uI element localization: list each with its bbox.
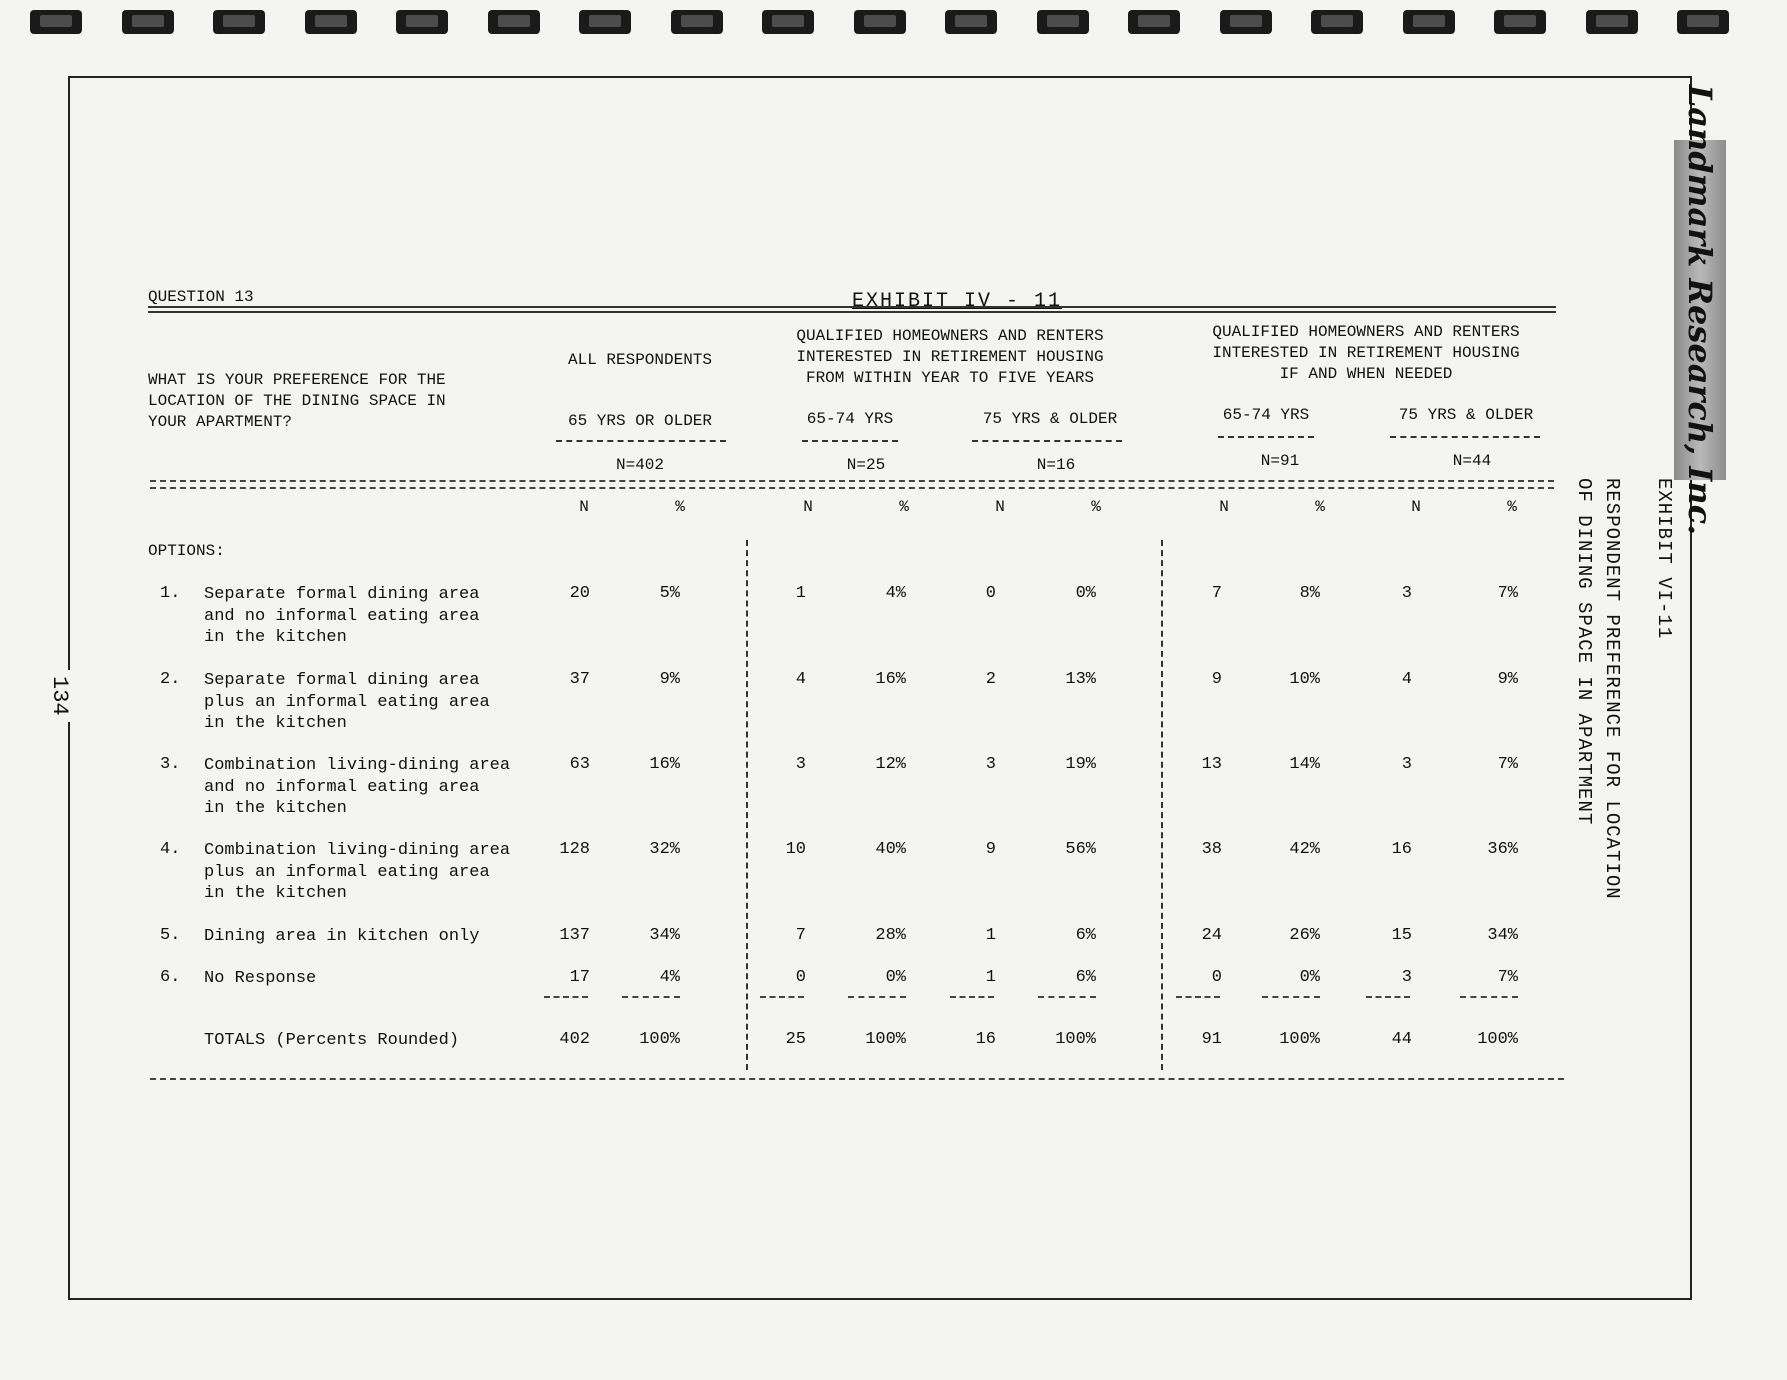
underline	[802, 440, 898, 442]
double-rule-bottom	[148, 311, 1556, 313]
count-cell: 15	[1391, 926, 1412, 945]
percent-cell: 7%	[1497, 755, 1518, 774]
punch-hole	[30, 10, 82, 34]
percent-cell: 6%	[1075, 968, 1096, 987]
punch-hole	[671, 10, 723, 34]
percent-cell: 10%	[1289, 670, 1320, 689]
punch-hole	[1220, 10, 1272, 34]
group-five-years-age-2: 75 YRS & OLDER	[982, 410, 1118, 428]
col-n: N	[579, 498, 589, 516]
percent-cell: 42%	[1289, 840, 1320, 859]
count-cell: 16	[1391, 840, 1412, 859]
totals-underline	[1460, 996, 1518, 998]
totals-underline	[1038, 996, 1096, 998]
percent-cell: 0%	[885, 968, 906, 987]
total-percent-cell: 100%	[1055, 1030, 1096, 1049]
group-all-heading: ALL RESPONDENTS	[567, 351, 713, 369]
percent-cell: 6%	[1075, 926, 1096, 945]
percent-cell: 0%	[1299, 968, 1320, 987]
totals-underline	[760, 996, 804, 998]
group-when-needed-age-1: 65-74 YRS	[1222, 406, 1310, 424]
total-percent-cell: 100%	[639, 1030, 680, 1049]
totals-underline	[1176, 996, 1220, 998]
percent-cell: 56%	[1065, 840, 1096, 859]
column-divider	[1161, 540, 1163, 1070]
count-cell: 9	[985, 840, 996, 859]
option-number: 2.	[160, 670, 181, 689]
punch-hole	[854, 10, 906, 34]
totals-underline	[544, 996, 588, 998]
col-n: N	[1219, 498, 1229, 516]
percent-cell: 12%	[875, 755, 906, 774]
n-five-years-1: N=25	[846, 456, 886, 474]
punch-hole	[1494, 10, 1546, 34]
underline	[556, 440, 726, 442]
option-label: Separate formal dining area plus an informal eating area in the kitchen	[204, 671, 490, 733]
punch-hole	[122, 10, 174, 34]
punch-hole	[1586, 10, 1638, 34]
header-rule-2	[150, 487, 1554, 489]
stamp-text: Landmark Research, Inc.	[1681, 84, 1719, 536]
count-cell: 20	[569, 584, 590, 603]
count-cell: 13	[1201, 755, 1222, 774]
count-cell: 4	[795, 670, 806, 689]
totals-underline	[950, 996, 994, 998]
option-number: 4.	[160, 840, 181, 859]
percent-cell: 7%	[1497, 584, 1518, 603]
totals-underline	[1366, 996, 1410, 998]
group-when-needed-heading: QUALIFIED HOMEOWNERS AND RENTERS INTERESTED IN RETIREMENT HOUSING IF AND WHEN NEEDED	[1212, 323, 1520, 383]
count-cell: 3	[1401, 755, 1412, 774]
count-cell: 0	[985, 584, 996, 603]
option-number: 1.	[160, 584, 181, 603]
punch-hole	[945, 10, 997, 34]
n-all: N=402	[615, 456, 664, 474]
binding-holes	[0, 0, 1787, 60]
company-stamp	[1674, 84, 1726, 536]
option-number: 3.	[160, 755, 181, 774]
option-number: 5.	[160, 926, 181, 945]
punch-hole	[1677, 10, 1729, 34]
punch-hole	[1037, 10, 1089, 34]
percent-cell: 0%	[1075, 584, 1096, 603]
percent-cell: 16%	[875, 670, 906, 689]
option-label: Separate formal dining area and no informal eating area in the kitchen	[204, 585, 480, 647]
percent-cell: 40%	[875, 840, 906, 859]
count-cell: 9	[1211, 670, 1222, 689]
underline	[1390, 436, 1540, 438]
group-five-years-age-1: 65-74 YRS	[806, 410, 894, 428]
percent-cell: 34%	[1487, 926, 1518, 945]
page-number: 134	[47, 670, 72, 722]
punch-hole	[579, 10, 631, 34]
col-n: N	[1411, 498, 1421, 516]
percent-cell: 19%	[1065, 755, 1096, 774]
punch-hole	[762, 10, 814, 34]
col-pct: %	[1091, 498, 1101, 516]
count-cell: 3	[985, 755, 996, 774]
n-when-needed-2: N=44	[1452, 452, 1492, 470]
punch-hole	[488, 10, 540, 34]
question-text: WHAT IS YOUR PREFERENCE FOR THE LOCATION OF THE DINING SPACE IN YOUR APARTMENT?	[148, 371, 446, 431]
column-divider	[746, 540, 748, 1070]
count-cell: 63	[569, 755, 590, 774]
percent-cell: 9%	[1497, 670, 1518, 689]
percent-cell: 32%	[649, 840, 680, 859]
percent-cell: 16%	[649, 755, 680, 774]
exhibit-title: EXHIBIT IV - 11	[852, 290, 1063, 313]
punch-hole	[213, 10, 265, 34]
punch-hole	[305, 10, 357, 34]
percent-cell: 14%	[1289, 755, 1320, 774]
totals-label: TOTALS (Percents Rounded)	[204, 1031, 460, 1050]
group-five-years-heading: QUALIFIED HOMEOWNERS AND RENTERS INTERESTED IN RETIREMENT HOUSING FROM WITHIN YEAR TO FIVE YEARS	[796, 327, 1104, 387]
count-cell: 4	[1401, 670, 1412, 689]
punch-hole	[396, 10, 448, 34]
double-rule-top	[148, 306, 1556, 308]
percent-cell: 4%	[885, 584, 906, 603]
count-cell: 10	[785, 840, 806, 859]
percent-cell: 28%	[875, 926, 906, 945]
percent-cell: 34%	[649, 926, 680, 945]
n-five-years-2: N=16	[1036, 456, 1076, 474]
percent-cell: 4%	[659, 968, 680, 987]
options-label: OPTIONS:	[148, 542, 225, 560]
question-number: QUESTION 13	[148, 288, 254, 306]
option-label: Combination living-dining area plus an informal eating area in the kitchen	[204, 841, 511, 903]
count-cell: 17	[569, 968, 590, 987]
count-cell: 0	[795, 968, 806, 987]
count-cell: 3	[1401, 968, 1412, 987]
total-count-cell: 91	[1201, 1030, 1222, 1049]
count-cell: 1	[985, 968, 996, 987]
total-count-cell: 402	[559, 1030, 590, 1049]
count-cell: 38	[1201, 840, 1222, 859]
count-cell: 2	[985, 670, 996, 689]
count-cell: 128	[559, 840, 590, 859]
percent-cell: 13%	[1065, 670, 1096, 689]
count-cell: 7	[1211, 584, 1222, 603]
count-cell: 137	[559, 926, 590, 945]
punch-hole	[1128, 10, 1180, 34]
group-when-needed-age-2: 75 YRS & OLDER	[1398, 406, 1534, 424]
percent-cell: 9%	[659, 670, 680, 689]
col-n: N	[803, 498, 813, 516]
underline	[972, 440, 1122, 442]
side-exhibit-title: EXHIBIT VI-11	[1653, 478, 1675, 640]
totals-underline	[1262, 996, 1320, 998]
totals-underline	[622, 996, 680, 998]
count-cell: 3	[1401, 584, 1412, 603]
count-cell: 3	[795, 755, 806, 774]
percent-cell: 26%	[1289, 926, 1320, 945]
col-pct: %	[899, 498, 909, 516]
percent-cell: 5%	[659, 584, 680, 603]
total-percent-cell: 100%	[1477, 1030, 1518, 1049]
bottom-rule	[150, 1078, 1564, 1080]
underline	[1218, 436, 1314, 438]
col-pct: %	[675, 498, 685, 516]
option-label: No Response	[204, 969, 317, 988]
n-when-needed-1: N=91	[1260, 452, 1300, 470]
group-all-age: 65 YRS OR OLDER	[567, 412, 713, 430]
punch-hole	[1311, 10, 1363, 34]
percent-cell: 8%	[1299, 584, 1320, 603]
total-percent-cell: 100%	[1279, 1030, 1320, 1049]
count-cell: 37	[569, 670, 590, 689]
total-count-cell: 44	[1391, 1030, 1412, 1049]
total-count-cell: 16	[975, 1030, 996, 1049]
option-number: 6.	[160, 968, 181, 987]
percent-cell: 7%	[1497, 968, 1518, 987]
col-pct: %	[1315, 498, 1325, 516]
option-label: Dining area in kitchen only	[204, 927, 480, 946]
punch-hole	[1403, 10, 1455, 34]
header-rule-1	[150, 480, 1554, 482]
total-count-cell: 25	[785, 1030, 806, 1049]
totals-underline	[848, 996, 906, 998]
count-cell: 0	[1211, 968, 1222, 987]
col-n: N	[995, 498, 1005, 516]
count-cell: 7	[795, 926, 806, 945]
count-cell: 24	[1201, 926, 1222, 945]
side-exhibit-subtitle: RESPONDENT PREFERENCE FOR LOCATION OF DINING SPACE IN APARTMENT	[1573, 478, 1623, 900]
percent-cell: 36%	[1487, 840, 1518, 859]
total-percent-cell: 100%	[865, 1030, 906, 1049]
count-cell: 1	[985, 926, 996, 945]
count-cell: 1	[795, 584, 806, 603]
option-label: Combination living-dining area and no informal eating area in the kitchen	[204, 756, 511, 818]
col-pct: %	[1507, 498, 1517, 516]
